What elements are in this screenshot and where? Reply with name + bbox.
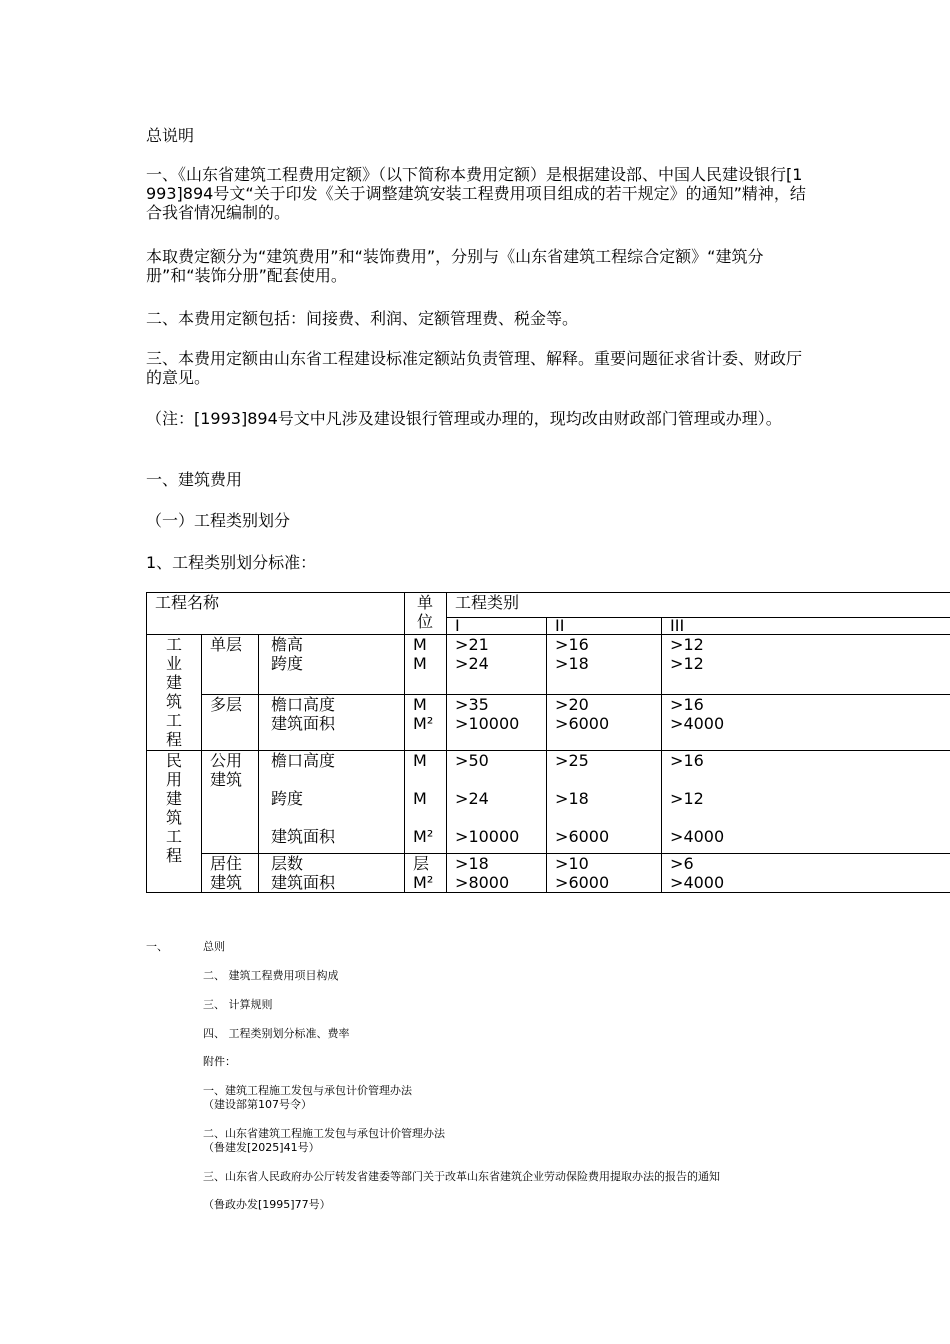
row-c1-multi: >35 >10000 bbox=[447, 695, 547, 751]
row-items-single: 檐高 跨度 bbox=[259, 635, 405, 695]
row-items-multi: 檐口高度 建筑面积 bbox=[259, 695, 405, 751]
paragraph-note: （注：[1993]894号文中凡涉及建设银行管理或办理的，现均改由财政部门管理或办理）。 bbox=[146, 409, 782, 428]
row-type-single: 单层 bbox=[202, 635, 259, 695]
row-c1-single: >21 >24 bbox=[447, 635, 547, 695]
row-c3-multi: >16 >4000 bbox=[662, 695, 950, 751]
header-class-3: III bbox=[662, 618, 950, 635]
toc-item-1-number: 一、 bbox=[146, 940, 168, 953]
header-project-name: 工程名称 bbox=[147, 593, 405, 635]
row-items-public: 檐口高度 跨度 建筑面积 bbox=[259, 751, 405, 854]
row-c2-single: >16 >18 bbox=[547, 635, 662, 695]
row-c3-residential: >6 >4000 bbox=[662, 854, 950, 893]
toc-item-4: 四、 工程类别划分标准、费率 bbox=[203, 1027, 350, 1040]
row-items-residential: 层数 建筑面积 bbox=[259, 854, 405, 893]
group-industrial: 工业建筑工程 bbox=[147, 635, 202, 751]
row-units-multi: M M² bbox=[405, 695, 447, 751]
row-c3-single: >12 >12 bbox=[662, 635, 950, 695]
row-c2-multi: >20 >6000 bbox=[547, 695, 662, 751]
group-civil: 民用建筑工程 bbox=[147, 751, 202, 893]
row-c1-public: >50 >24 >10000 bbox=[447, 751, 547, 854]
subsection-heading: （一）工程类别划分 bbox=[146, 511, 291, 530]
page-title: 总说明 bbox=[146, 126, 195, 145]
attachment-2-title: 二、山东省建筑工程施工发包与承包计价管理办法 bbox=[203, 1127, 445, 1140]
paragraph-contents: 二、本费用定额包括：间接费、利润、定额管理费、税金等。 bbox=[146, 309, 579, 328]
header-class-1: I bbox=[447, 618, 547, 635]
classification-table bbox=[146, 592, 950, 893]
header-category: 工程类别 bbox=[447, 593, 950, 618]
paragraph-management: 三、本费用定额由山东省工程建设标准定额站负责管理、解释。重要问题征求省计委、财政厅的意见。 bbox=[146, 349, 803, 387]
row-c2-residential: >10 >6000 bbox=[547, 854, 662, 893]
header-unit: 单位 bbox=[405, 593, 447, 635]
row-c3-public: >16 >12 >4000 bbox=[662, 751, 950, 854]
paragraph-division: 本取费定额分为“建筑费用”和“装饰费用”，分别与《山东省建筑工程综合定额》“建筑分册”和“装饰分册”配套使用。 bbox=[146, 247, 764, 285]
attachment-1-title: 一、建筑工程施工发包与承包计价管理办法 bbox=[203, 1084, 412, 1097]
row-c2-public: >25 >18 >6000 bbox=[547, 751, 662, 854]
toc-item-1: 总则 bbox=[203, 940, 225, 953]
row-units-public: M M M² bbox=[405, 751, 447, 854]
row-c1-residential: >18 >8000 bbox=[447, 854, 547, 893]
toc-item-3: 三、 计算规则 bbox=[203, 998, 273, 1011]
row-units-residential: 层 M² bbox=[405, 854, 447, 893]
attachment-3-title: 三、山东省人民政府办公厅转发省建委等部门关于改革山东省建筑企业劳动保险费用提取办法的报告的通知 bbox=[203, 1170, 720, 1183]
row-type-residential: 居住建筑 bbox=[202, 854, 259, 893]
attachment-3-source: （鲁政办发[1995]77号） bbox=[203, 1198, 331, 1211]
row-type-public: 公用建筑 bbox=[202, 751, 259, 854]
table-caption: 1、工程类别划分标准： bbox=[146, 553, 317, 572]
toc-appendix: 附件： bbox=[203, 1055, 236, 1068]
paragraph-basis: 一、《山东省建筑工程费用定额》（以下简称本费用定额）是根据建设部、中国人民建设银行[1993]894号文“关于印发《关于调整建筑安装工程费用项目组成的若干规定》的通知”精神，结合我省情况编制的。 bbox=[146, 165, 806, 222]
row-type-multi: 多层 bbox=[202, 695, 259, 751]
section-heading: 一、建筑费用 bbox=[146, 470, 243, 489]
attachment-2-source: （鲁建发[2025]41号） bbox=[203, 1141, 320, 1154]
toc-item-2: 二、 建筑工程费用项目构成 bbox=[203, 969, 339, 982]
row-units-single: M M bbox=[405, 635, 447, 695]
header-class-2: II bbox=[547, 618, 662, 635]
attachment-1-source: （建设部第107号令） bbox=[203, 1098, 312, 1111]
